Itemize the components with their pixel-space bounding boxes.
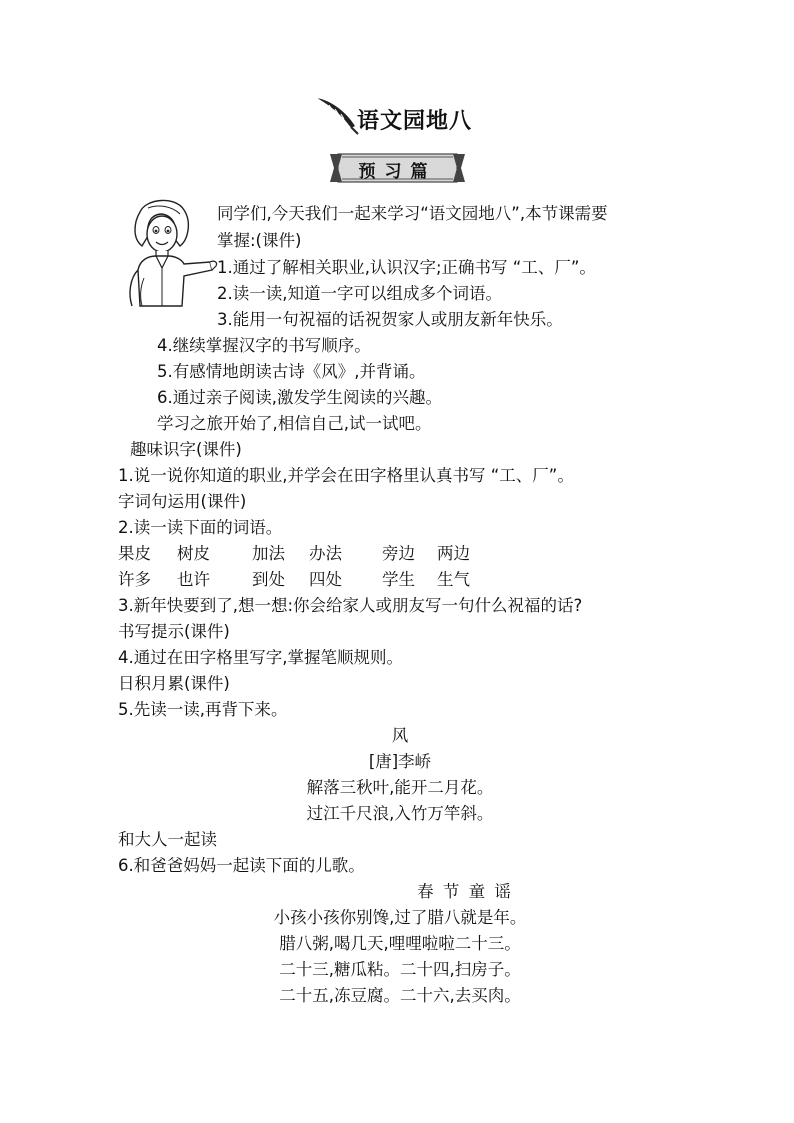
word-item: 果皮 (118, 544, 151, 563)
song-title: 春 节 童 谣 (417, 882, 513, 901)
word-item: 树皮 (177, 544, 210, 563)
objective-2: 2.读一读,知道一字可以组成多个词语。 (217, 284, 502, 303)
poem-line: 解落三秋叶,能开二月花。 (306, 778, 494, 797)
section-3-task: 3.新年快要到了,想一想:你会给家人或朋友写一句什么祝福的话? (118, 596, 583, 615)
song-line: 腊八粥,喝几天,哩哩啦啦二十三。 (279, 934, 521, 953)
section-1-task: 1.说一说你知道的职业,并学会在田字格里认真书写 “工、厂”。 (118, 466, 574, 485)
objective-5: 5.有感情地朗读古诗《风》,并背诵。 (157, 362, 426, 381)
word-item: 也许 (177, 570, 210, 589)
feather-quill-icon (315, 96, 359, 136)
section-banner (330, 150, 465, 186)
word-item: 加法 (252, 544, 285, 563)
intro-line-1: 同学们,今天我们一起来学习“语文园地八”,本节课需要 (217, 204, 608, 223)
song-line: 小孩小孩你别馋,过了腊八就是年。 (273, 908, 527, 927)
poem-title: 风 (391, 726, 409, 745)
word-item: 许多 (118, 570, 151, 589)
word-item: 生气 (437, 570, 470, 589)
teacher-illustration (118, 198, 218, 310)
song-line: 二十五,冻豆腐。二十六,去买肉。 (279, 986, 521, 1005)
poem-author: [唐]李峤 (368, 752, 432, 771)
word-item: 学生 (382, 570, 415, 589)
word-item: 办法 (309, 544, 342, 563)
word-item: 到处 (252, 570, 285, 589)
banner-label: 预习篇 (358, 162, 437, 182)
page-header (315, 96, 495, 136)
word-item: 四处 (309, 570, 342, 589)
intro-line-2: 掌握:(课件) (217, 231, 302, 250)
section-5-task: 5.先读一读,再背下来。 (118, 700, 288, 719)
section-2-title: 字词句运用(课件) (118, 492, 247, 511)
section-6-title: 和大人一起读 (118, 830, 217, 849)
objective-3: 3.能用一句祝福的话祝贺家人或朋友新年快乐。 (217, 310, 563, 329)
encourage-line: 学习之旅开始了,相信自己,试一试吧。 (157, 414, 432, 433)
section-2-task: 2.读一读下面的词语。 (118, 518, 283, 537)
section-4-title: 书写提示(课件) (118, 622, 230, 641)
song-line: 二十三,糖瓜粘。二十四,扫房子。 (279, 960, 521, 979)
objective-1: 1.通过了解相关职业,认识汉字;正确书写 “工、厂”。 (217, 258, 596, 277)
objective-4: 4.继续掌握汉字的书写顺序。 (157, 336, 371, 355)
section-6-task: 6.和爸爸妈妈一起读下面的儿歌。 (118, 856, 365, 875)
page-title: 语文园地八 (357, 108, 473, 134)
section-4-task: 4.通过在田字格里写字,掌握笔顺规则。 (118, 648, 403, 667)
section-1-title: 趣味识字(课件) (130, 440, 242, 459)
section-5-title: 日积月累(课件) (118, 674, 230, 693)
word-item: 旁边 (382, 544, 415, 563)
poem-line: 过江千尺浪,入竹万竿斜。 (306, 804, 494, 823)
objective-6: 6.通过亲子阅读,激发学生阅读的兴趣。 (157, 388, 442, 407)
word-item: 两边 (437, 544, 470, 563)
